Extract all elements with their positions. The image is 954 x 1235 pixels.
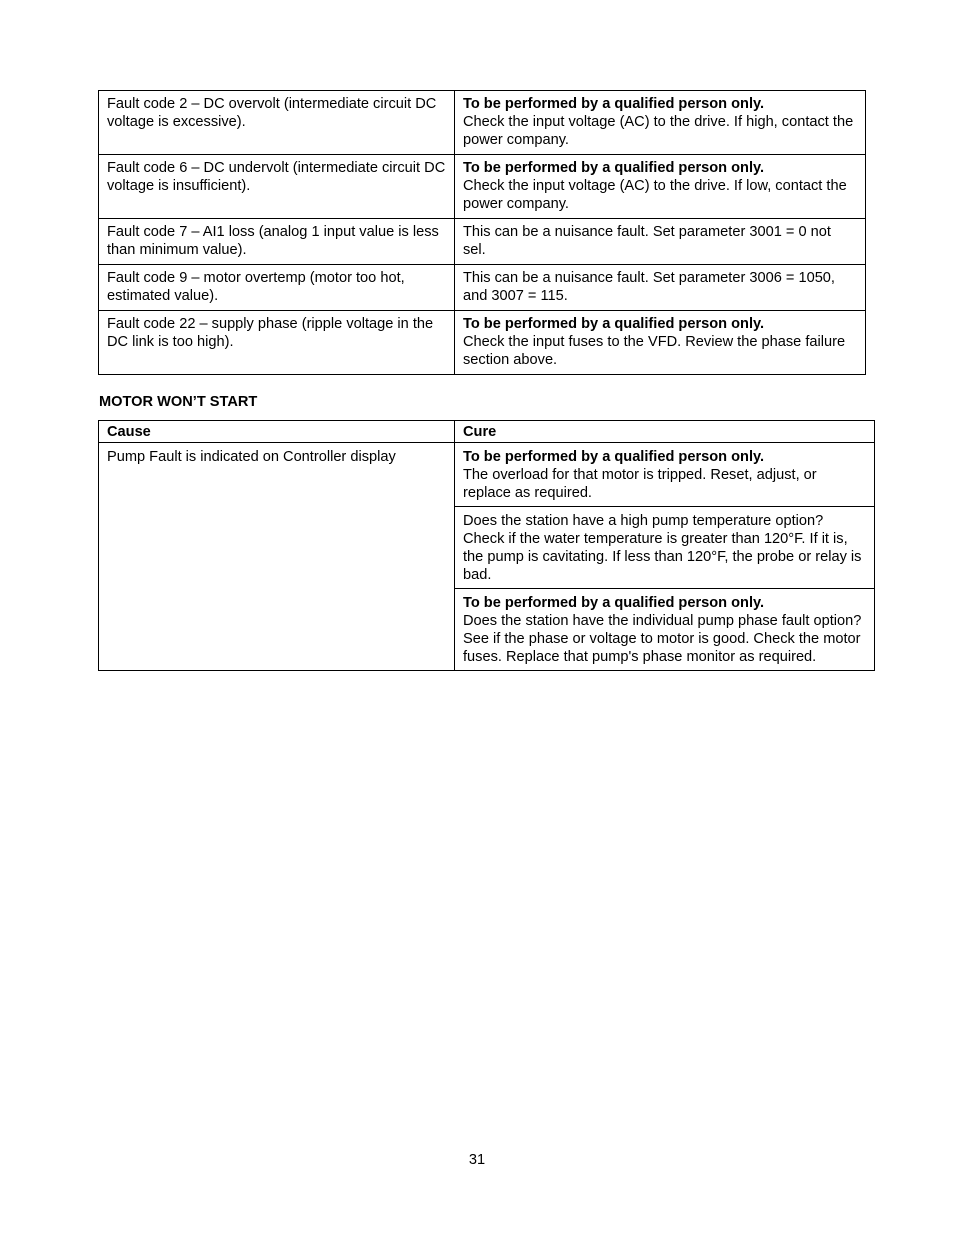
cure-text: Check the input fuses to the VFD. Review the phase failure section above.: [463, 334, 846, 368]
qualified-warning: To be performed by a qualified person only.: [463, 316, 765, 332]
cure-column-header: Cure: [455, 421, 875, 443]
fault-code-table: [98, 90, 866, 375]
motor-cure-cell: [455, 507, 875, 589]
table-row: [99, 311, 866, 375]
cure-text: Does the station have the individual pump phase fault option? See if the phase or voltage to motor is good. Check the motor fuses. Replace that pump's phase monitor as required.: [463, 613, 862, 665]
motor-cure-cell: [455, 589, 875, 671]
cure-text: This can be a nuisance fault. Set parameter 3006 = 1050, and 3007 = 115.: [463, 270, 835, 304]
section-heading: MOTOR WON’T START: [99, 394, 258, 410]
cure-text: The overload for that motor is tripped. Reset, adjust, or replace as required.: [463, 467, 817, 501]
table-row: [99, 443, 875, 507]
table-header-row: [99, 421, 875, 443]
fault-cause-cell: Fault code 22 – supply phase (ripple voltage in the DC link is too high).: [99, 311, 455, 375]
fault-cause-cell: Fault code 7 – AI1 loss (analog 1 input value is less than minimum value).: [99, 219, 455, 265]
fault-cure-cell: [455, 91, 866, 155]
fault-cure-cell: [455, 311, 866, 375]
qualified-warning: To be performed by a qualified person only.: [463, 449, 765, 465]
motor-cause-cell: Pump Fault is indicated on Controller display: [99, 443, 455, 671]
fault-cure-cell: [455, 155, 866, 219]
table-row: [99, 155, 866, 219]
table-row: [99, 91, 866, 155]
motor-cure-cell: [455, 443, 875, 507]
fault-cause-cell: Fault code 9 – motor overtemp (motor too hot, estimated value).: [99, 265, 455, 311]
cure-text: Check the input voltage (AC) to the drive. If low, contact the power company.: [463, 178, 847, 212]
qualified-warning: To be performed by a qualified person only.: [463, 96, 765, 112]
cure-text: This can be a nuisance fault. Set parameter 3001 = 0 not sel.: [463, 224, 831, 258]
cause-column-header: Cause: [99, 421, 455, 443]
table-row: [99, 265, 866, 311]
fault-cause-cell: Fault code 2 – DC overvolt (intermediate circuit DC voltage is excessive).: [99, 91, 455, 155]
cure-text: Check the input voltage (AC) to the drive. If high, contact the power company.: [463, 114, 854, 148]
cure-text: Does the station have a high pump temperature option? Check if the water temperature is greater than 120°F. If it is, the pump is cavitating. If less than 120°F, the probe or relay is bad.: [463, 513, 862, 583]
fault-cause-cell: Fault code 6 – DC undervolt (intermediate circuit DC voltage is insufficient).: [99, 155, 455, 219]
fault-cure-cell: [455, 265, 866, 311]
page-number: 31: [468, 1152, 486, 1168]
table-row: [99, 219, 866, 265]
qualified-warning: To be performed by a qualified person only.: [463, 160, 765, 176]
fault-cure-cell: [455, 219, 866, 265]
motor-wont-start-table: [98, 420, 875, 671]
qualified-warning: To be performed by a qualified person only.: [463, 595, 765, 611]
